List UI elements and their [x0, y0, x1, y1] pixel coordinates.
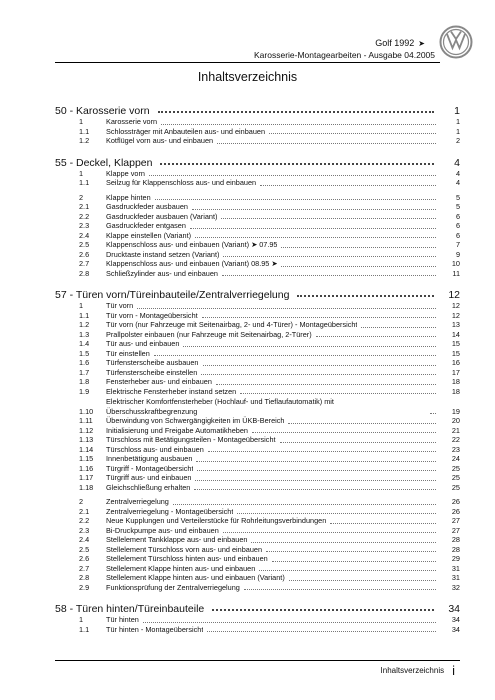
- entry-number: 1.2: [79, 320, 90, 329]
- entry-title: Türschloss aus- und einbauen: [106, 444, 204, 454]
- entry-title: Kotflügel vorn aus- und einbauen: [106, 136, 214, 145]
- entry-title: Tür vorn - Montageübersicht: [106, 310, 198, 320]
- entry-page-number: 7: [455, 240, 460, 249]
- dot-leader: [202, 317, 436, 318]
- page-title: Inhaltsverzeichnis: [197, 70, 298, 84]
- entry-title: Stellelement Türschloss vorn aus- und einbauen: [106, 544, 263, 554]
- entry-page-number: 1: [455, 117, 460, 126]
- entry-page-number: 20: [451, 416, 460, 425]
- entry-title: Gasdruckfeder ausbauen: [106, 202, 188, 211]
- entry-page-number: 26: [451, 506, 460, 516]
- toc-entry[interactable]: [55, 426, 460, 436]
- entry-page-number: 26: [451, 497, 460, 506]
- entry-number: 2.4: [79, 230, 90, 240]
- entry-number: 1.15: [79, 454, 94, 463]
- toc-entry[interactable]: [55, 311, 460, 321]
- entry-title: Türgriff aus- und einbauen: [106, 473, 192, 482]
- dot-leader: [251, 542, 436, 543]
- entry-page-number: 34: [451, 624, 460, 634]
- entry-title: Schließzylinder aus- und einbauen: [106, 268, 218, 278]
- entry-page-number: 6: [455, 221, 460, 230]
- entry-number: 2.5: [79, 240, 90, 249]
- dot-leader: [289, 580, 436, 581]
- dot-leader: [330, 523, 436, 524]
- dot-leader: [192, 209, 436, 210]
- entry-number: 1.7: [79, 367, 90, 377]
- entry-number: 2.7: [79, 563, 90, 573]
- entry-title: Elektrische Fensterheber instand setzen: [106, 386, 237, 396]
- toc-entry[interactable]: [55, 483, 460, 493]
- dot-leader: [361, 327, 436, 328]
- toc-entry[interactable]: [55, 231, 460, 241]
- entry-title: Klappenschloss aus- und einbauen (Variant) ➤ 07.95: [106, 240, 278, 249]
- toc-entry[interactable]: [55, 330, 460, 340]
- entry-title: Tür aus- und einbauen: [106, 339, 180, 348]
- entry-title: Seilzug für Klappenschloss aus- und einbauen: [106, 178, 257, 187]
- entry-title: Stellelement Türschloss hinten aus- und einbauen: [106, 554, 268, 563]
- toc-entry[interactable]: [55, 269, 460, 279]
- dot-leader: [195, 480, 436, 481]
- entry-page-number: 5: [455, 202, 460, 211]
- entry-title: Prallpolster einbauen (nur Fahrzeuge mit Seitenairbag, 2-Türer): [106, 329, 312, 339]
- entry-page-number: 17: [451, 367, 460, 377]
- entry-page-number: 19: [451, 406, 460, 416]
- entry-page-number: 4: [455, 168, 460, 178]
- entry-title: Türschloss mit Betätigungsteilen - Montageübersicht: [106, 435, 276, 444]
- dot-leader: [137, 308, 436, 309]
- vw-logo-icon: [439, 25, 473, 59]
- entry-title: Klappe einstellen (Variant): [106, 230, 192, 240]
- entry-page-number: 29: [451, 554, 460, 563]
- toc-entry[interactable]: [55, 387, 460, 397]
- entry-page-number: 18: [451, 386, 460, 396]
- entry-page-number: 13: [451, 320, 460, 329]
- header-rule: [55, 62, 440, 63]
- header-model: [375, 38, 425, 48]
- section-title: 58 - Türen hinten/Türeinbauteile: [55, 603, 205, 615]
- toc-entry[interactable]: [55, 250, 460, 260]
- section-title: 50 - Karosserie vorn: [55, 105, 150, 117]
- entry-number: 1.11: [79, 416, 93, 425]
- entry-title: Klappe hinten: [106, 192, 151, 202]
- entry-number: 1.13: [79, 435, 94, 444]
- toc-entry[interactable]: [55, 464, 460, 474]
- entry-title: Tür einstellen: [106, 348, 150, 358]
- dot-leader: [212, 609, 434, 611]
- entry-number: 1.2: [79, 136, 90, 145]
- toc-entry[interactable]: [55, 516, 460, 526]
- entry-number: 2.4: [79, 535, 90, 544]
- toc-entry[interactable]: [55, 368, 460, 378]
- entry-number: 2.2: [79, 211, 90, 221]
- dot-leader: [173, 504, 436, 505]
- entry-title: Elektrischer Komfortfensterheber (Hochlauf- und Tieflaufautomatik) mit Überschusskraftbegrenzung: [106, 397, 334, 416]
- toc-entry[interactable]: [55, 564, 460, 574]
- entry-number: 2.6: [79, 554, 90, 563]
- entry-title: Türfensterscheibe einstellen: [106, 367, 198, 377]
- entry-number: 1: [79, 615, 84, 624]
- entry-number: 2.8: [79, 268, 90, 278]
- dot-leader: [281, 247, 436, 248]
- toc-entry[interactable]: [55, 178, 460, 188]
- dot-leader: [260, 185, 436, 186]
- dot-leader: [208, 451, 436, 452]
- dot-leader: [237, 513, 436, 514]
- entry-page-number: 24: [451, 454, 460, 463]
- entry-title: Drucktaste instand setzen (Variant): [106, 249, 220, 259]
- entry-page-number: 10: [451, 259, 460, 268]
- entry-page-number: 1: [455, 126, 460, 136]
- entry-title: Gleichschließung erhalten: [106, 482, 191, 492]
- entry-title: Karosserie vorn: [106, 117, 158, 126]
- entry-page-number: 31: [451, 573, 460, 582]
- section-page-number: 1: [454, 105, 460, 117]
- dot-leader: [297, 295, 434, 297]
- dot-leader: [272, 561, 436, 562]
- entry-title: Gasdruckfeder ausbauen (Variant): [106, 211, 218, 221]
- dot-leader: [217, 143, 436, 144]
- entry-page-number: 12: [451, 310, 460, 320]
- section-page-number: 12: [448, 289, 460, 301]
- toc-entry[interactable]: [55, 473, 460, 483]
- entry-page-number: 25: [451, 463, 460, 473]
- dot-leader: [266, 551, 436, 552]
- toc-entry[interactable]: [55, 339, 460, 349]
- toc-entry[interactable]: [55, 193, 460, 203]
- entry-title: Stellelement Klappe hinten aus- und einbauen: [106, 563, 256, 573]
- entry-page-number: 11: [452, 268, 460, 278]
- entry-number: 2.3: [79, 221, 90, 230]
- header-model-text: Golf 1992: [375, 38, 415, 48]
- entry-page-number: 16: [451, 358, 460, 367]
- entry-title: Zentralverriegelung - Montageübersicht: [106, 506, 234, 516]
- dot-leader: [221, 218, 436, 219]
- entry-page-number: 32: [451, 582, 460, 592]
- dot-leader: [143, 622, 436, 623]
- entry-page-number: 14: [451, 329, 460, 339]
- entry-number: 2.6: [79, 249, 90, 259]
- section-page-number: 4: [454, 156, 460, 169]
- entry-title: Türgriff - Montageübersicht: [106, 463, 194, 473]
- entry-page-number: 25: [451, 482, 460, 492]
- toc-entry[interactable]: [55, 507, 460, 517]
- entry-page-number: 12: [451, 301, 460, 310]
- dot-leader: [222, 275, 436, 276]
- dot-leader: [316, 336, 436, 337]
- entry-page-number: 9: [455, 249, 460, 259]
- dot-leader: [240, 393, 436, 394]
- entry-title: Funktionsprüfung der Zentralverriegelung: [106, 582, 240, 592]
- toc-entry[interactable]: [55, 554, 460, 564]
- entry-number: 1.1: [79, 178, 90, 187]
- toc-section-heading[interactable]: [55, 100, 460, 117]
- toc-entry[interactable]: [55, 117, 460, 127]
- entry-title: Stellelement Tankklappe aus- und einbauen: [106, 535, 248, 544]
- toc-entry[interactable]: [55, 526, 460, 536]
- entry-page-number: 22: [451, 435, 460, 444]
- dot-leader: [244, 589, 436, 590]
- footer-page-number: i: [452, 663, 455, 678]
- toc-entry[interactable]: [55, 320, 460, 330]
- entry-page-number: 27: [451, 525, 460, 535]
- dot-leader: [430, 413, 436, 414]
- toc-entry[interactable]: [55, 573, 460, 583]
- dot-leader: [216, 384, 436, 385]
- dot-leader: [183, 346, 436, 347]
- toc-entry[interactable]: [55, 615, 460, 625]
- section-title: 57 - Türen vorn/Türeinbauteile/Zentralverriegelung: [55, 289, 290, 301]
- toc-entry[interactable]: [55, 358, 460, 368]
- entry-title: Tür hinten - Montageübersicht: [106, 624, 204, 634]
- toc-entry[interactable]: [55, 301, 460, 311]
- toc-entry[interactable]: [55, 454, 460, 464]
- toc-entry[interactable]: [55, 169, 460, 179]
- dot-leader: [190, 228, 436, 229]
- entry-number: 1.9: [79, 386, 90, 396]
- header-subtitle: Karosserie-Montagearbeiten - Ausgabe 04.2005: [254, 50, 435, 60]
- entry-title: Klappe vorn: [106, 168, 145, 178]
- dot-leader: [207, 631, 436, 632]
- entry-page-number: 15: [451, 339, 460, 348]
- entry-page-number: 25: [451, 473, 460, 482]
- entry-number: 1.5: [79, 348, 90, 358]
- dot-leader: [154, 355, 436, 356]
- toc-entry[interactable]: [55, 136, 460, 146]
- entry-title: Tür vorn: [106, 301, 134, 310]
- footer-rule: [55, 660, 460, 661]
- dot-leader: [269, 133, 436, 134]
- entry-page-number: 6: [455, 211, 460, 221]
- entry-page-number: 15: [451, 348, 460, 358]
- entry-number: 2.2: [79, 516, 90, 525]
- entry-page-number: 31: [451, 563, 460, 573]
- toc-section-heading[interactable]: [55, 152, 460, 169]
- dot-leader: [161, 124, 436, 125]
- entry-number: 2.7: [79, 259, 90, 268]
- toc-entry[interactable]: [55, 583, 460, 593]
- entry-number: 1.8: [79, 377, 90, 386]
- section-title: 55 - Deckel, Klappen: [55, 156, 153, 169]
- entry-number: 1: [79, 117, 84, 126]
- toc-entry[interactable]: [55, 435, 460, 445]
- dot-leader: [160, 163, 434, 165]
- toc-entry[interactable]: [55, 377, 460, 387]
- toc-entry[interactable]: [55, 240, 460, 250]
- dot-leader: [281, 266, 436, 267]
- entry-page-number: 5: [455, 192, 460, 202]
- entry-number: 2.9: [79, 582, 90, 592]
- toc-entry[interactable]: [55, 445, 460, 455]
- dot-leader: [223, 256, 436, 257]
- entry-title: Initialisierung und Freigabe Automatikheben: [106, 425, 248, 435]
- dot-leader: [149, 175, 436, 176]
- dot-leader: [201, 374, 436, 375]
- entry-number: 1.4: [79, 339, 90, 348]
- entry-number: 2.1: [79, 202, 90, 211]
- entry-page-number: 6: [455, 230, 460, 240]
- toc-entry[interactable]: [55, 127, 460, 137]
- toc-entry[interactable]: [55, 625, 460, 635]
- toc-entry[interactable]: [55, 497, 460, 507]
- arrow-right-icon: ➤: [418, 38, 425, 48]
- dot-leader: [194, 489, 436, 490]
- footer-label: Inhaltsverzeichnis: [380, 666, 445, 675]
- toc-entry[interactable]: [55, 416, 460, 426]
- entry-title: Fensterheber aus- und einbauen: [106, 377, 212, 386]
- footer: [381, 663, 455, 678]
- toc-entry[interactable]: [55, 259, 460, 269]
- entry-number: 2: [79, 192, 84, 202]
- entry-title: Tür hinten: [106, 615, 139, 624]
- toc-entry[interactable]: [55, 221, 460, 231]
- entry-number: 2: [79, 497, 84, 506]
- entry-number: 1.17: [79, 473, 94, 482]
- entry-number: 2.1: [79, 506, 90, 516]
- entry-page-number: 2: [455, 136, 460, 145]
- entry-title: Klappenschloss aus- und einbauen (Variant) 08.95 ➤: [106, 259, 278, 268]
- dot-leader: [196, 461, 436, 462]
- dot-leader: [197, 470, 436, 471]
- entry-number: 1.1: [79, 126, 90, 136]
- dot-leader: [203, 365, 437, 366]
- dot-leader: [259, 570, 436, 571]
- dot-leader: [252, 432, 436, 433]
- entry-page-number: 27: [451, 516, 460, 525]
- entry-page-number: 23: [451, 444, 460, 454]
- toc-entry[interactable]: [55, 349, 460, 359]
- entry-title: Bi-Druckpumpe aus- und einbauen: [106, 525, 219, 535]
- dot-leader: [280, 442, 436, 443]
- entry-page-number: 28: [451, 535, 460, 544]
- dot-leader: [155, 199, 436, 200]
- dot-leader: [158, 111, 434, 113]
- entry-page-number: 4: [455, 178, 460, 187]
- entry-title: Tür vorn (nur Fahrzeuge mit Seitenairbag, 2- und 4-Türer) - Montageübersicht: [106, 320, 358, 329]
- toc-entry[interactable]: [55, 545, 460, 555]
- entry-title: Zentralverriegelung: [106, 497, 169, 506]
- entry-number: 1.6: [79, 358, 90, 367]
- entry-title: Gasdruckfeder entgasen: [106, 221, 186, 230]
- entry-title: Neue Kupplungen und Verteilerstücke für Rohrleitungsverbindungen: [106, 516, 327, 525]
- entry-number: 1.16: [79, 463, 94, 473]
- toc-entry[interactable]: [55, 396, 460, 416]
- entry-number: 2.5: [79, 544, 90, 554]
- toc-section-heading[interactable]: [55, 284, 460, 301]
- dot-leader: [195, 237, 436, 238]
- section-page-number: 34: [448, 603, 460, 615]
- entry-page-number: 34: [451, 615, 460, 624]
- toc-section-heading[interactable]: [55, 598, 460, 615]
- entry-number: 2.8: [79, 573, 90, 582]
- entry-number: 2.3: [79, 525, 90, 535]
- entry-page-number: 28: [451, 544, 460, 554]
- entry-title: Innenbetätigung ausbauen: [106, 454, 193, 463]
- entry-title: Türfensterscheibe ausbauen: [106, 358, 199, 367]
- entry-number: 1.1: [79, 624, 90, 634]
- entry-number: 1.1: [79, 310, 90, 320]
- entry-number: 1.3: [79, 329, 90, 339]
- dot-leader: [223, 532, 436, 533]
- entry-page-number: 21: [451, 425, 460, 435]
- entry-number: 1.10: [79, 406, 94, 416]
- entry-number: 1: [79, 301, 84, 310]
- entry-title: Stellelement Klappe hinten aus- und einbauen (Variant): [106, 573, 285, 582]
- entry-number: 1.12: [79, 425, 94, 435]
- entry-page-number: 18: [451, 377, 460, 386]
- dot-leader: [288, 423, 436, 424]
- entry-number: 1.18: [79, 482, 94, 492]
- entry-title: Überwindung von Schwergängigkeiten im ÜKB-Bereich: [106, 416, 285, 425]
- entry-title: Schlossträger mit Anbauteilen aus- und einbauen: [106, 126, 266, 136]
- entry-number: 1.14: [79, 444, 94, 454]
- table-of-contents: [55, 94, 460, 634]
- toc-entry[interactable]: [55, 202, 460, 212]
- entry-number: 1: [79, 168, 84, 178]
- toc-entry[interactable]: [55, 212, 460, 222]
- toc-entry[interactable]: [55, 535, 460, 545]
